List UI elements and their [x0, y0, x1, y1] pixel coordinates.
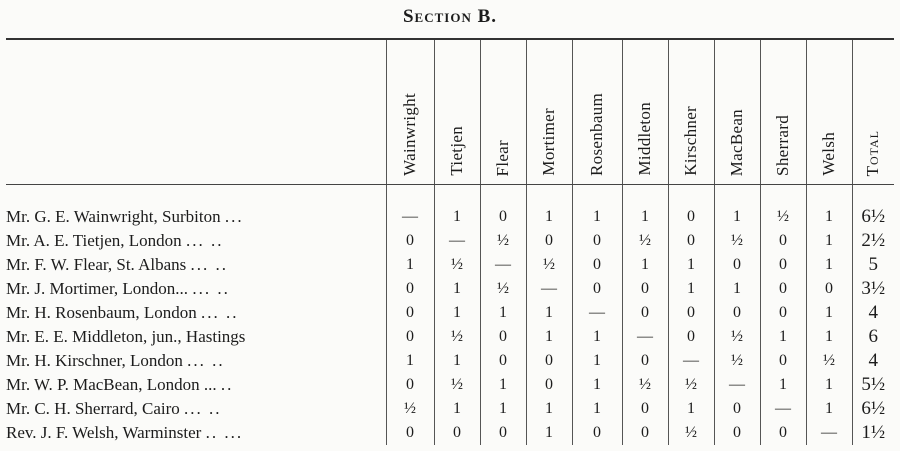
table-row — [6, 277, 894, 301]
score-cell: ½ — [622, 229, 668, 253]
score-cell: — — [480, 253, 526, 277]
score-cell: 0 — [668, 301, 714, 325]
score-cell: 0 — [572, 229, 622, 253]
total-cell: 5½ — [852, 373, 894, 397]
score-cell: ½ — [526, 253, 572, 277]
score-cell: — — [622, 325, 668, 349]
score-cell: 1 — [572, 397, 622, 421]
score-cell: 1 — [714, 205, 760, 229]
player-name: Mr. H. Kirschner, London — [6, 351, 183, 370]
score-cell: ½ — [714, 229, 760, 253]
score-cell: 0 — [622, 421, 668, 445]
score-cell: 1 — [668, 277, 714, 301]
name-column-header — [6, 39, 386, 185]
leader-dots: ... .. — [185, 231, 224, 250]
score-cell: ½ — [434, 325, 480, 349]
player-name: Mr. C. H. Sherrard, Cairo — [6, 399, 180, 418]
score-cell: 0 — [386, 277, 434, 301]
player-name: Rev. J. F. Welsh, Warminster — [6, 423, 202, 442]
score-cell: 0 — [386, 229, 434, 253]
score-cell: 0 — [622, 349, 668, 373]
column-header: MacBean — [714, 39, 760, 185]
score-cell: 0 — [668, 229, 714, 253]
total-cell: 6 — [852, 325, 894, 349]
results-table — [6, 38, 894, 445]
score-cell: 1 — [434, 301, 480, 325]
score-cell: 0 — [760, 253, 806, 277]
total-cell: 4 — [852, 349, 894, 373]
header-row — [6, 39, 894, 185]
score-cell: 1 — [526, 205, 572, 229]
score-cell: 1 — [622, 253, 668, 277]
score-cell: 0 — [714, 301, 760, 325]
leader-dots: ... .. — [192, 279, 230, 298]
table-row — [6, 325, 894, 349]
player-name-cell — [6, 277, 386, 301]
leader-dots: .. ... — [205, 423, 244, 442]
score-cell: 1 — [480, 397, 526, 421]
score-cell: 0 — [434, 421, 480, 445]
score-cell: 1 — [434, 397, 480, 421]
score-cell: 0 — [714, 421, 760, 445]
table-row — [6, 301, 894, 325]
player-name-cell — [6, 397, 386, 421]
total-cell: 5 — [852, 253, 894, 277]
score-cell: 0 — [572, 277, 622, 301]
score-cell: — — [806, 421, 852, 445]
spacer-row — [6, 185, 894, 206]
player-name-cell — [6, 373, 386, 397]
table-row — [6, 421, 894, 445]
player-name-cell — [6, 253, 386, 277]
player-name: Mr. J. Mortimer, London... — [6, 279, 189, 298]
column-header: Wainwright — [386, 39, 434, 185]
score-cell: 0 — [622, 301, 668, 325]
score-cell: 1 — [760, 373, 806, 397]
score-cell: ½ — [668, 421, 714, 445]
score-cell: — — [386, 205, 434, 229]
player-name-cell — [6, 325, 386, 349]
score-cell: 0 — [622, 397, 668, 421]
score-cell: 0 — [572, 253, 622, 277]
column-header: Flear — [480, 39, 526, 185]
score-cell: — — [714, 373, 760, 397]
total-cell: 6½ — [852, 397, 894, 421]
score-cell: 0 — [572, 421, 622, 445]
score-cell: 0 — [760, 277, 806, 301]
score-cell: 1 — [806, 205, 852, 229]
score-cell: ½ — [714, 349, 760, 373]
score-cell: 0 — [622, 277, 668, 301]
score-cell: ½ — [622, 373, 668, 397]
score-cell: 1 — [668, 253, 714, 277]
total-cell: 6½ — [852, 205, 894, 229]
score-cell: 0 — [668, 325, 714, 349]
score-cell: ½ — [668, 373, 714, 397]
column-header: Kirschner — [668, 39, 714, 185]
score-cell: — — [668, 349, 714, 373]
score-cell: 1 — [526, 325, 572, 349]
score-cell: 0 — [526, 373, 572, 397]
score-cell: 0 — [714, 253, 760, 277]
score-cell: 1 — [806, 229, 852, 253]
score-cell: 1 — [806, 373, 852, 397]
score-cell: — — [572, 301, 622, 325]
leader-dots: ... .. — [190, 255, 229, 274]
total-cell: 3½ — [852, 277, 894, 301]
score-cell: 1 — [434, 349, 480, 373]
score-cell: 0 — [806, 277, 852, 301]
table-row — [6, 205, 894, 229]
score-cell: 0 — [480, 325, 526, 349]
column-header: Tietjen — [434, 39, 480, 185]
column-header: Middleton — [622, 39, 668, 185]
score-cell: 0 — [668, 205, 714, 229]
score-cell: 0 — [760, 349, 806, 373]
total-cell: 1½ — [852, 421, 894, 445]
score-cell: 1 — [572, 373, 622, 397]
score-cell: 1 — [806, 253, 852, 277]
total-cell: 2½ — [852, 229, 894, 253]
score-cell: ½ — [434, 253, 480, 277]
player-name: Mr. A. E. Tietjen, London — [6, 231, 182, 250]
score-cell: 1 — [526, 301, 572, 325]
player-name-cell — [6, 301, 386, 325]
score-cell: 1 — [480, 373, 526, 397]
score-cell: 0 — [760, 301, 806, 325]
player-name: Mr. H. Rosenbaum, London — [6, 303, 197, 322]
section-title: Section B. — [402, 6, 498, 27]
score-cell: 0 — [386, 373, 434, 397]
table-row — [6, 349, 894, 373]
score-cell: 0 — [480, 205, 526, 229]
score-cell: 1 — [386, 349, 434, 373]
player-name: Mr. E. E. Middleton, jun., Hastings — [6, 327, 246, 346]
score-cell: 0 — [386, 421, 434, 445]
score-cell: 1 — [572, 325, 622, 349]
player-name-cell — [6, 421, 386, 445]
total-cell: 4 — [852, 301, 894, 325]
score-cell: 1 — [806, 325, 852, 349]
score-cell: 0 — [714, 397, 760, 421]
score-cell: 0 — [480, 421, 526, 445]
player-name-cell — [6, 205, 386, 229]
score-cell: 1 — [386, 253, 434, 277]
score-cell: 0 — [386, 301, 434, 325]
score-cell: 0 — [526, 229, 572, 253]
player-name-cell — [6, 229, 386, 253]
table-row — [6, 253, 894, 277]
score-cell: 0 — [760, 421, 806, 445]
score-cell: 1 — [434, 205, 480, 229]
player-name: Mr. W. P. MacBean, London ... — [6, 375, 217, 394]
score-cell: 1 — [806, 397, 852, 421]
score-cell: ½ — [806, 349, 852, 373]
leader-dots: ... — [224, 207, 244, 226]
score-cell: 1 — [806, 301, 852, 325]
column-header: Rosenbaum — [572, 39, 622, 185]
score-cell: 1 — [714, 277, 760, 301]
score-cell: — — [526, 277, 572, 301]
leader-dots: ... .. — [201, 303, 239, 322]
total-column-header: Total — [852, 39, 894, 185]
score-cell: 0 — [480, 349, 526, 373]
score-cell: 1 — [622, 205, 668, 229]
score-cell: ½ — [386, 397, 434, 421]
column-header: Mortimer — [526, 39, 572, 185]
table-row — [6, 397, 894, 421]
score-cell: 0 — [386, 325, 434, 349]
score-cell: 1 — [760, 325, 806, 349]
leader-dots: .. — [220, 375, 234, 394]
column-header: Welsh — [806, 39, 852, 185]
score-cell: 1 — [526, 421, 572, 445]
leader-dots: ... .. — [184, 399, 222, 418]
score-cell: 0 — [760, 229, 806, 253]
score-cell: 1 — [526, 397, 572, 421]
player-name: Mr. F. W. Flear, St. Albans — [6, 255, 187, 274]
score-cell: ½ — [480, 229, 526, 253]
score-cell: ½ — [480, 277, 526, 301]
score-cell: ½ — [760, 205, 806, 229]
leader-dots: ... .. — [187, 351, 225, 370]
score-cell: — — [434, 229, 480, 253]
player-name: Mr. G. E. Wainwright, Surbiton — [6, 207, 221, 226]
score-cell: 1 — [434, 277, 480, 301]
score-cell: 1 — [668, 397, 714, 421]
table-row — [6, 373, 894, 397]
score-cell: — — [760, 397, 806, 421]
column-header: Sherrard — [760, 39, 806, 185]
player-name-cell — [6, 349, 386, 373]
score-cell: 1 — [480, 301, 526, 325]
score-cell: ½ — [714, 325, 760, 349]
table-row — [6, 229, 894, 253]
score-cell: 1 — [572, 205, 622, 229]
score-cell: ½ — [434, 373, 480, 397]
score-cell: 1 — [572, 349, 622, 373]
score-cell: 0 — [526, 349, 572, 373]
